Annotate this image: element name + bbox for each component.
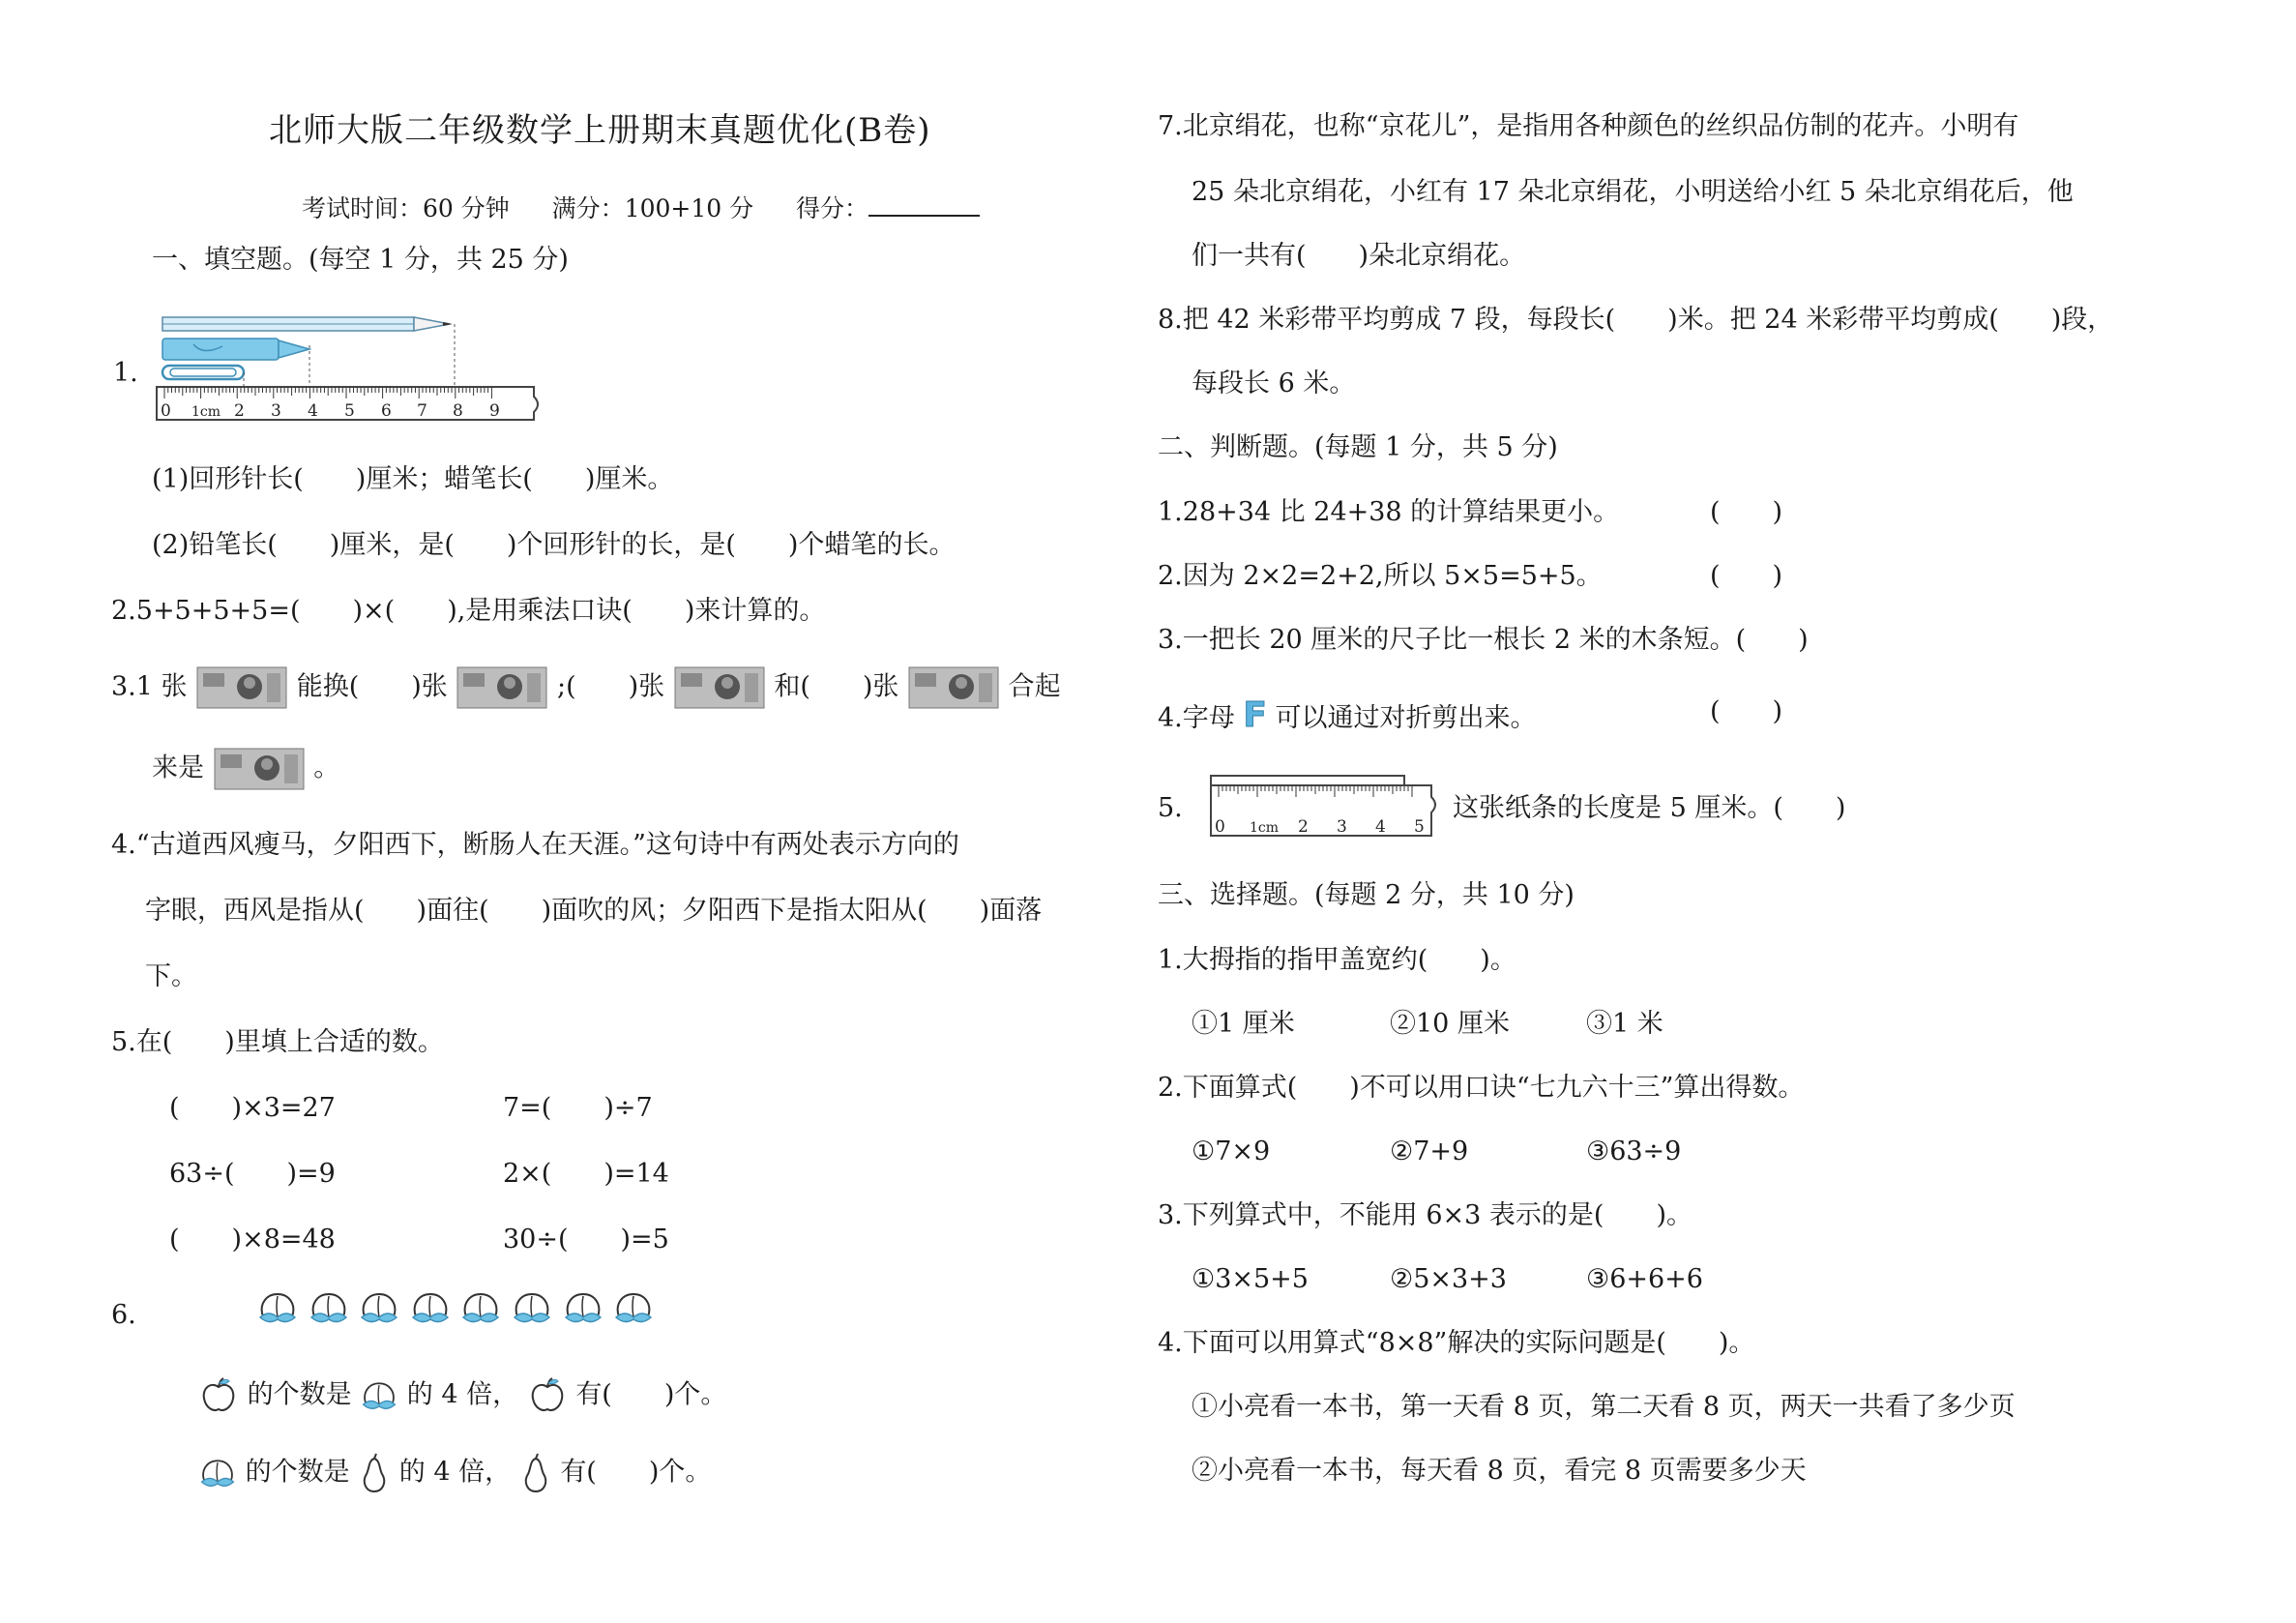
choice-2-option-2[interactable]: ②7+9: [1390, 1136, 1469, 1166]
choice-3-option-2[interactable]: ②5×3+3: [1390, 1264, 1507, 1294]
q6-text-1c: 有( )个。: [575, 1379, 727, 1410]
banknote-icon: [456, 665, 548, 710]
section-3-heading: 三、选择题。(每题 2 分，共 10 分): [1158, 880, 1575, 910]
ruler-label-5: 5: [344, 401, 355, 421]
strip-label-4: 4: [1375, 817, 1386, 837]
paper-strip-ruler: [1207, 772, 1439, 841]
q4-line3: 下。: [145, 961, 197, 991]
judge-5-number: 5.: [1158, 793, 1183, 823]
q7-line2: 25 朵北京绢花，小红有 17 朵北京绢花，小明送给小红 5 朵北京绢花后，他: [1192, 177, 2074, 207]
choice-1-option-1[interactable]: ①1 厘米: [1192, 1009, 1295, 1039]
q1-part-a: (1)回形针长( )厘米；蜡笔长( )厘米。: [152, 464, 674, 494]
q5-eq-2b: 2×( )=14: [503, 1159, 669, 1189]
ruler-label-0: 0: [161, 401, 171, 421]
pear-icon: [519, 1453, 552, 1493]
choice-4-option-1[interactable]: ①小亮看一本书，第一天看 8 页，第二天看 8 页，两天一共看了多少页: [1192, 1392, 2016, 1422]
q8-line1: 8.把 42 米彩带平均剪成 7 段，每段长( )米。把 24 米彩带平均剪成( )段，: [1158, 305, 2114, 335]
banknote-icon: [907, 665, 1000, 710]
apple-icon: [527, 1375, 568, 1416]
strip-label-3: 3: [1337, 817, 1347, 837]
q8-line2: 每段长 6 米。: [1192, 369, 1356, 398]
q6-line2: [198, 1453, 711, 1493]
strip-label-1: 1cm: [1250, 820, 1280, 836]
q6-text-2b: 的 4 倍，: [398, 1457, 512, 1488]
choice-3-option-1[interactable]: ①3×5+5: [1192, 1264, 1309, 1294]
peach-row: [256, 1288, 655, 1335]
judge-1: 1.28+34 比 24+38 的计算结果更小。: [1158, 497, 1620, 527]
apple-icon: [198, 1375, 239, 1416]
exam-info: [302, 192, 980, 223]
judge-2: 2.因为 2×2=2+2,所以 5×5=5+5。: [1158, 561, 1603, 591]
peach-icon: [511, 1288, 553, 1327]
q5-eq-3b: 30÷( )=5: [503, 1225, 669, 1254]
q1-part-b: (2)铅笔长( )厘米，是( )个回形针的长，是( )个蜡笔的长。: [152, 530, 956, 560]
banknote-icon: [673, 665, 766, 710]
q3-line1: [111, 665, 1061, 710]
q3-line2: [152, 747, 339, 791]
ruler-label-8: 8: [453, 401, 463, 421]
q6-text-1b: 的 4 倍，: [406, 1379, 519, 1410]
q3-text-1: 3.1 张: [111, 671, 188, 702]
ruler-label-9: 9: [489, 401, 500, 421]
ruler-pencil-figure: [155, 311, 542, 426]
ruler-label-3: 3: [271, 401, 281, 421]
section-2-heading: 二、判断题。(每题 1 分，共 5 分): [1158, 432, 1558, 462]
peach-icon: [409, 1288, 452, 1327]
choice-2-option-3[interactable]: ③63÷9: [1586, 1136, 1682, 1166]
q1-number: 1.: [113, 358, 138, 388]
choice-2-question: 2.下面算式( )不可以用口诀“七九六十三”算出得数。: [1158, 1073, 1805, 1103]
judge-4-answer[interactable]: ( ): [1710, 696, 1783, 726]
peach-icon: [256, 1288, 299, 1327]
banknote-icon: [195, 665, 288, 710]
choice-4-option-2[interactable]: ②小亮看一本书，每天看 8 页，看完 8 页需要多少天: [1192, 1456, 1807, 1486]
ruler-label-1: 1cm: [191, 404, 221, 420]
choice-4-question: 4.下面可以用算式“8×8”解决的实际问题是( )。: [1158, 1328, 1755, 1358]
page-title: 北师大版二年级数学上册期末真题优化(B卷): [269, 111, 931, 150]
q5-eq-1b: 7=( )÷7: [503, 1093, 653, 1123]
q6-number: 6.: [111, 1300, 136, 1330]
peach-icon: [562, 1288, 604, 1327]
q6-line1: [198, 1375, 726, 1416]
q6-text-1a: 的个数是: [247, 1379, 352, 1410]
judge-4: [1158, 694, 1537, 736]
peach-icon: [612, 1288, 655, 1327]
q3-text-2: 能换( )张: [296, 671, 448, 702]
q6-text-2c: 有( )个。: [560, 1457, 712, 1488]
exam-time: 考试时间：60 分钟: [302, 194, 510, 222]
judge-4-text-a: 4.字母: [1158, 703, 1235, 733]
peach-icon: [358, 1288, 400, 1327]
letter-f-figure: F: [1243, 695, 1267, 735]
peach-icon: [360, 1377, 398, 1414]
q2-text: 2.5+5+5+5=( )×( ),是用乘法口诀( )来计算的。: [111, 596, 826, 626]
q4-line2: 字眼，西风是指从( )面往( )面吹的风；夕阳西下是指太阳从( )面落: [145, 896, 1043, 926]
ruler-label-4: 4: [308, 401, 318, 421]
q5-eq-1a: ( )×3=27: [169, 1093, 336, 1123]
score-blank[interactable]: [868, 192, 980, 217]
judge-2-answer[interactable]: ( ): [1710, 561, 1783, 591]
peach-icon: [308, 1288, 350, 1327]
q3-text-5: 合起: [1008, 671, 1061, 702]
q4-line1: 4.“古道西风瘦马，夕阳西下，断肠人在天涯。”这句诗中有两处表示方向的: [111, 830, 959, 860]
section-1-heading: 一、填空题。(每空 1 分，共 25 分): [152, 245, 569, 275]
judge-5: 这张纸条的长度是 5 厘米。( ): [1453, 793, 1846, 823]
choice-3-option-3[interactable]: ③6+6+6: [1586, 1264, 1703, 1294]
peach-icon: [459, 1288, 502, 1327]
ruler-label-7: 7: [417, 401, 427, 421]
judge-3: 3.一把长 20 厘米的尺子比一根长 2 米的木条短。( ): [1158, 625, 1809, 655]
judge-1-answer[interactable]: ( ): [1710, 497, 1783, 527]
q5-eq-2a: 63÷( )=9: [169, 1159, 336, 1189]
pear-icon: [358, 1453, 391, 1493]
full-score: 满分：100+10 分: [551, 194, 754, 222]
choice-2-option-1[interactable]: ①7×9: [1192, 1136, 1271, 1166]
peach-icon: [198, 1455, 237, 1491]
strip-label-5: 5: [1414, 817, 1425, 837]
q5-heading: 5.在( )里填上合适的数。: [111, 1027, 444, 1057]
q6-text-2a: 的个数是: [245, 1457, 350, 1488]
choice-3-question: 3.下列算式中，不能用 6×3 表示的是( )。: [1158, 1200, 1693, 1230]
choice-1-question: 1.大拇指的指甲盖宽约( )。: [1158, 945, 1516, 975]
choice-1-option-2[interactable]: ②10 厘米: [1390, 1009, 1510, 1039]
ruler-label-6: 6: [381, 401, 392, 421]
choice-1-option-3[interactable]: ③1 米: [1586, 1009, 1663, 1039]
q5-eq-3a: ( )×8=48: [169, 1225, 336, 1254]
q3-text-3: ;( )张: [556, 671, 665, 702]
score-label: 得分：: [796, 194, 869, 222]
q7-line1: 7.北京绢花，也称“京花儿”，是指用各种颜色的丝织品仿制的花卉。小明有: [1158, 111, 2019, 141]
judge-4-text-b: 可以通过对折剪出来。: [1275, 703, 1537, 733]
q7-line3: 们一共有( )朵北京绢花。: [1192, 241, 1526, 271]
q3-text-6: 来是: [152, 752, 204, 783]
banknote-icon: [213, 747, 306, 791]
strip-label-0: 0: [1215, 817, 1225, 837]
ruler-label-2: 2: [234, 401, 245, 421]
strip-label-2: 2: [1298, 817, 1309, 837]
q3-text-4: 和( )张: [774, 671, 899, 702]
q3-text-7: 。: [313, 752, 340, 783]
